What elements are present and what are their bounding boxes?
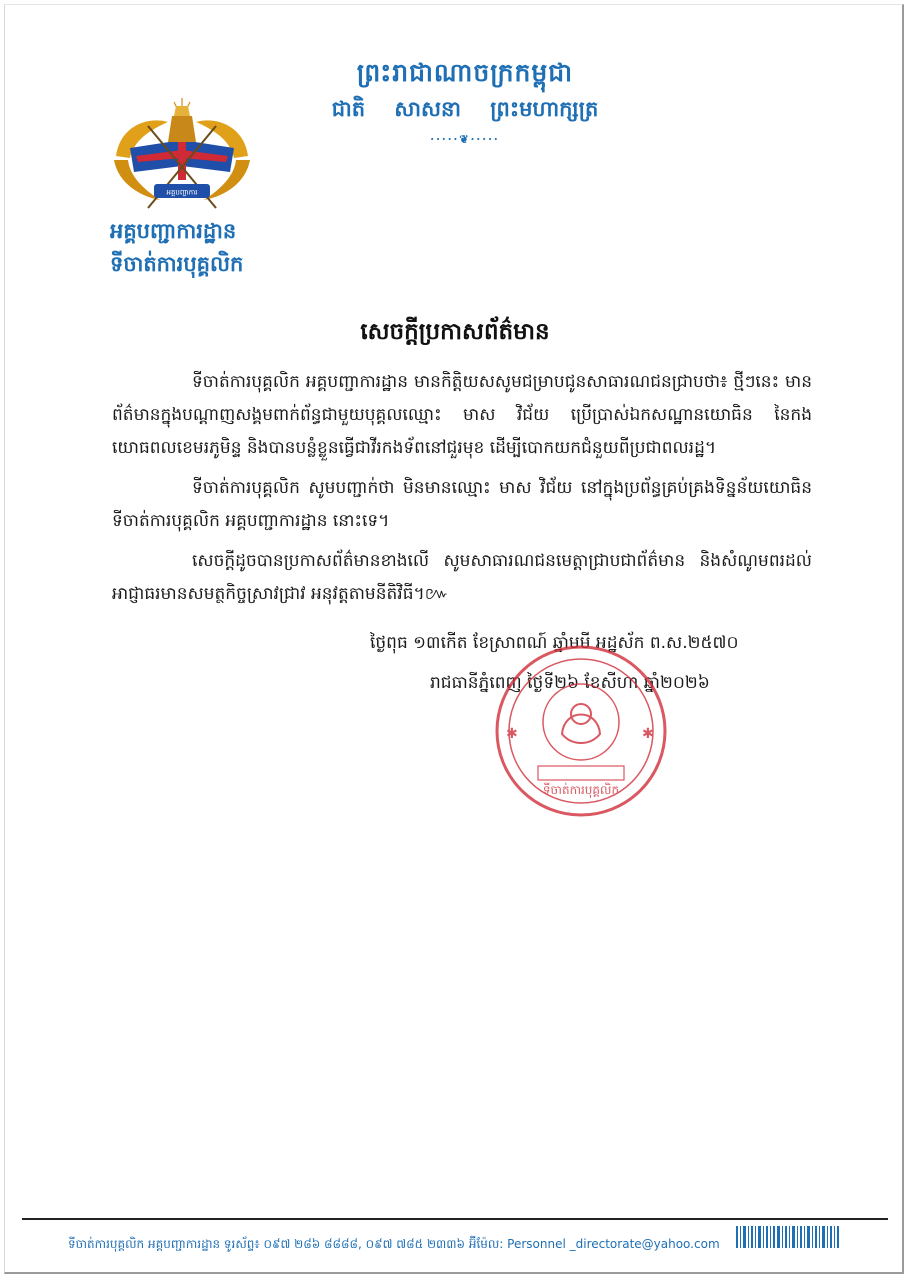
military-emblem-logo: [108, 96, 256, 220]
agency-name: អគ្គបញ្ជាការដ្ឋាន: [110, 218, 237, 243]
paragraph-text: សេចក្តីដូចបានប្រកាសព័ត៌មានខាងលើ សូមសាធារណជនមេត្តាជ្រាបជាព័ត៌មាន និងសំណូមពរដល់ អាជ្ញាធរមានសមត្ថកិច្ចស្រាវជ្រាវ អនុវត្តតាមនីតិវិធី។៚: [112, 551, 812, 604]
barcode-graphic: [736, 1226, 840, 1248]
kingdom-title: ព្រះរាជាណាចក្រកម្ពុជា: [356, 58, 574, 87]
official-seal-stamp: [492, 642, 670, 820]
seal-text: ទីចាត់ការបុគ្គលិក: [542, 783, 620, 797]
department-name: ទីចាត់ការបុគ្គលិក: [110, 251, 244, 276]
paragraph-text: ទីចាត់ការបុគ្គលិក សូមបញ្ជាក់ថា មិនមានឈ្មោះ មាស វិជ័យ នៅក្នុងប្រព័ន្ធគ្រប់គ្រងទិន្នន័យយោធិន ទីចាត់ការបុគ្គលិក អគ្គបញ្ជាការដ្ឋាន នោះទេ។: [112, 478, 812, 531]
footer-contact: ទីចាត់ការបុគ្គលិក អគ្គបញ្ជាការដ្ឋាន ទូរស័ព្ទ៖ ០៩៧ ២៨៦ ៨៨៨៨, ០៩៧ ៧៨៥ ២៣៣៦ អ៊ីម៉ែល: Personnel _directorate@yahoo.com: [68, 1237, 720, 1251]
paragraph-3: [112, 545, 812, 611]
ornament-divider: ·····❦·····: [430, 133, 500, 146]
emblem-banner: អគ្គបញ្ជាការ: [166, 188, 198, 197]
document-title: សេចក្តីប្រកាសព័ត៌មាន: [360, 318, 550, 345]
svg-text:✱: ✱: [642, 726, 654, 742]
agency-block: [110, 214, 310, 280]
lunar-date: ថ្ងៃពុធ ១៣កើត ខែស្រាពណ៍ ឆ្នាំមមី អដ្ឋស័ក ព.ស.២៥៧០: [370, 633, 739, 653]
paragraph-text: ទីចាត់ការបុគ្គលិក អគ្គបញ្ជាការដ្ឋាន មានកិត្តិយសសូមជម្រាបជូនសាធារណជនជ្រាបថា៖ ថ្មីៗនេះ មានព័ត៌មានក្នុងបណ្តាញសង្គមពាក់ព័ន្ធជាមួយបុគ្គលឈ្មោះ មាស វិជ័យ ប្រើប្រាស់ឯកសណ្ឋានយោធិន នៃកងយោធពលខេមរភូមិន្ទ និងបានបន្លំខ្លួនធ្វើជាវីរកងទ័ពនៅជួរមុខ ដើម្បីបោកយកជំនួយពីប្រជាពលរដ្ឋ។: [112, 372, 812, 458]
footer-divider: [22, 1218, 888, 1220]
national-motto: ជាតិ សាសនា ព្រះមហាក្សត្រ: [331, 96, 599, 121]
paragraph-1: [112, 366, 812, 465]
kingdom-heading: [300, 58, 630, 146]
paragraph-2: [112, 472, 812, 538]
svg-text:✱: ✱: [506, 726, 518, 742]
solar-date: រាជធានីភ្នំពេញ ថ្ងៃទី២៦ ខែសីហា ឆ្នាំ២០២៦: [430, 673, 710, 693]
